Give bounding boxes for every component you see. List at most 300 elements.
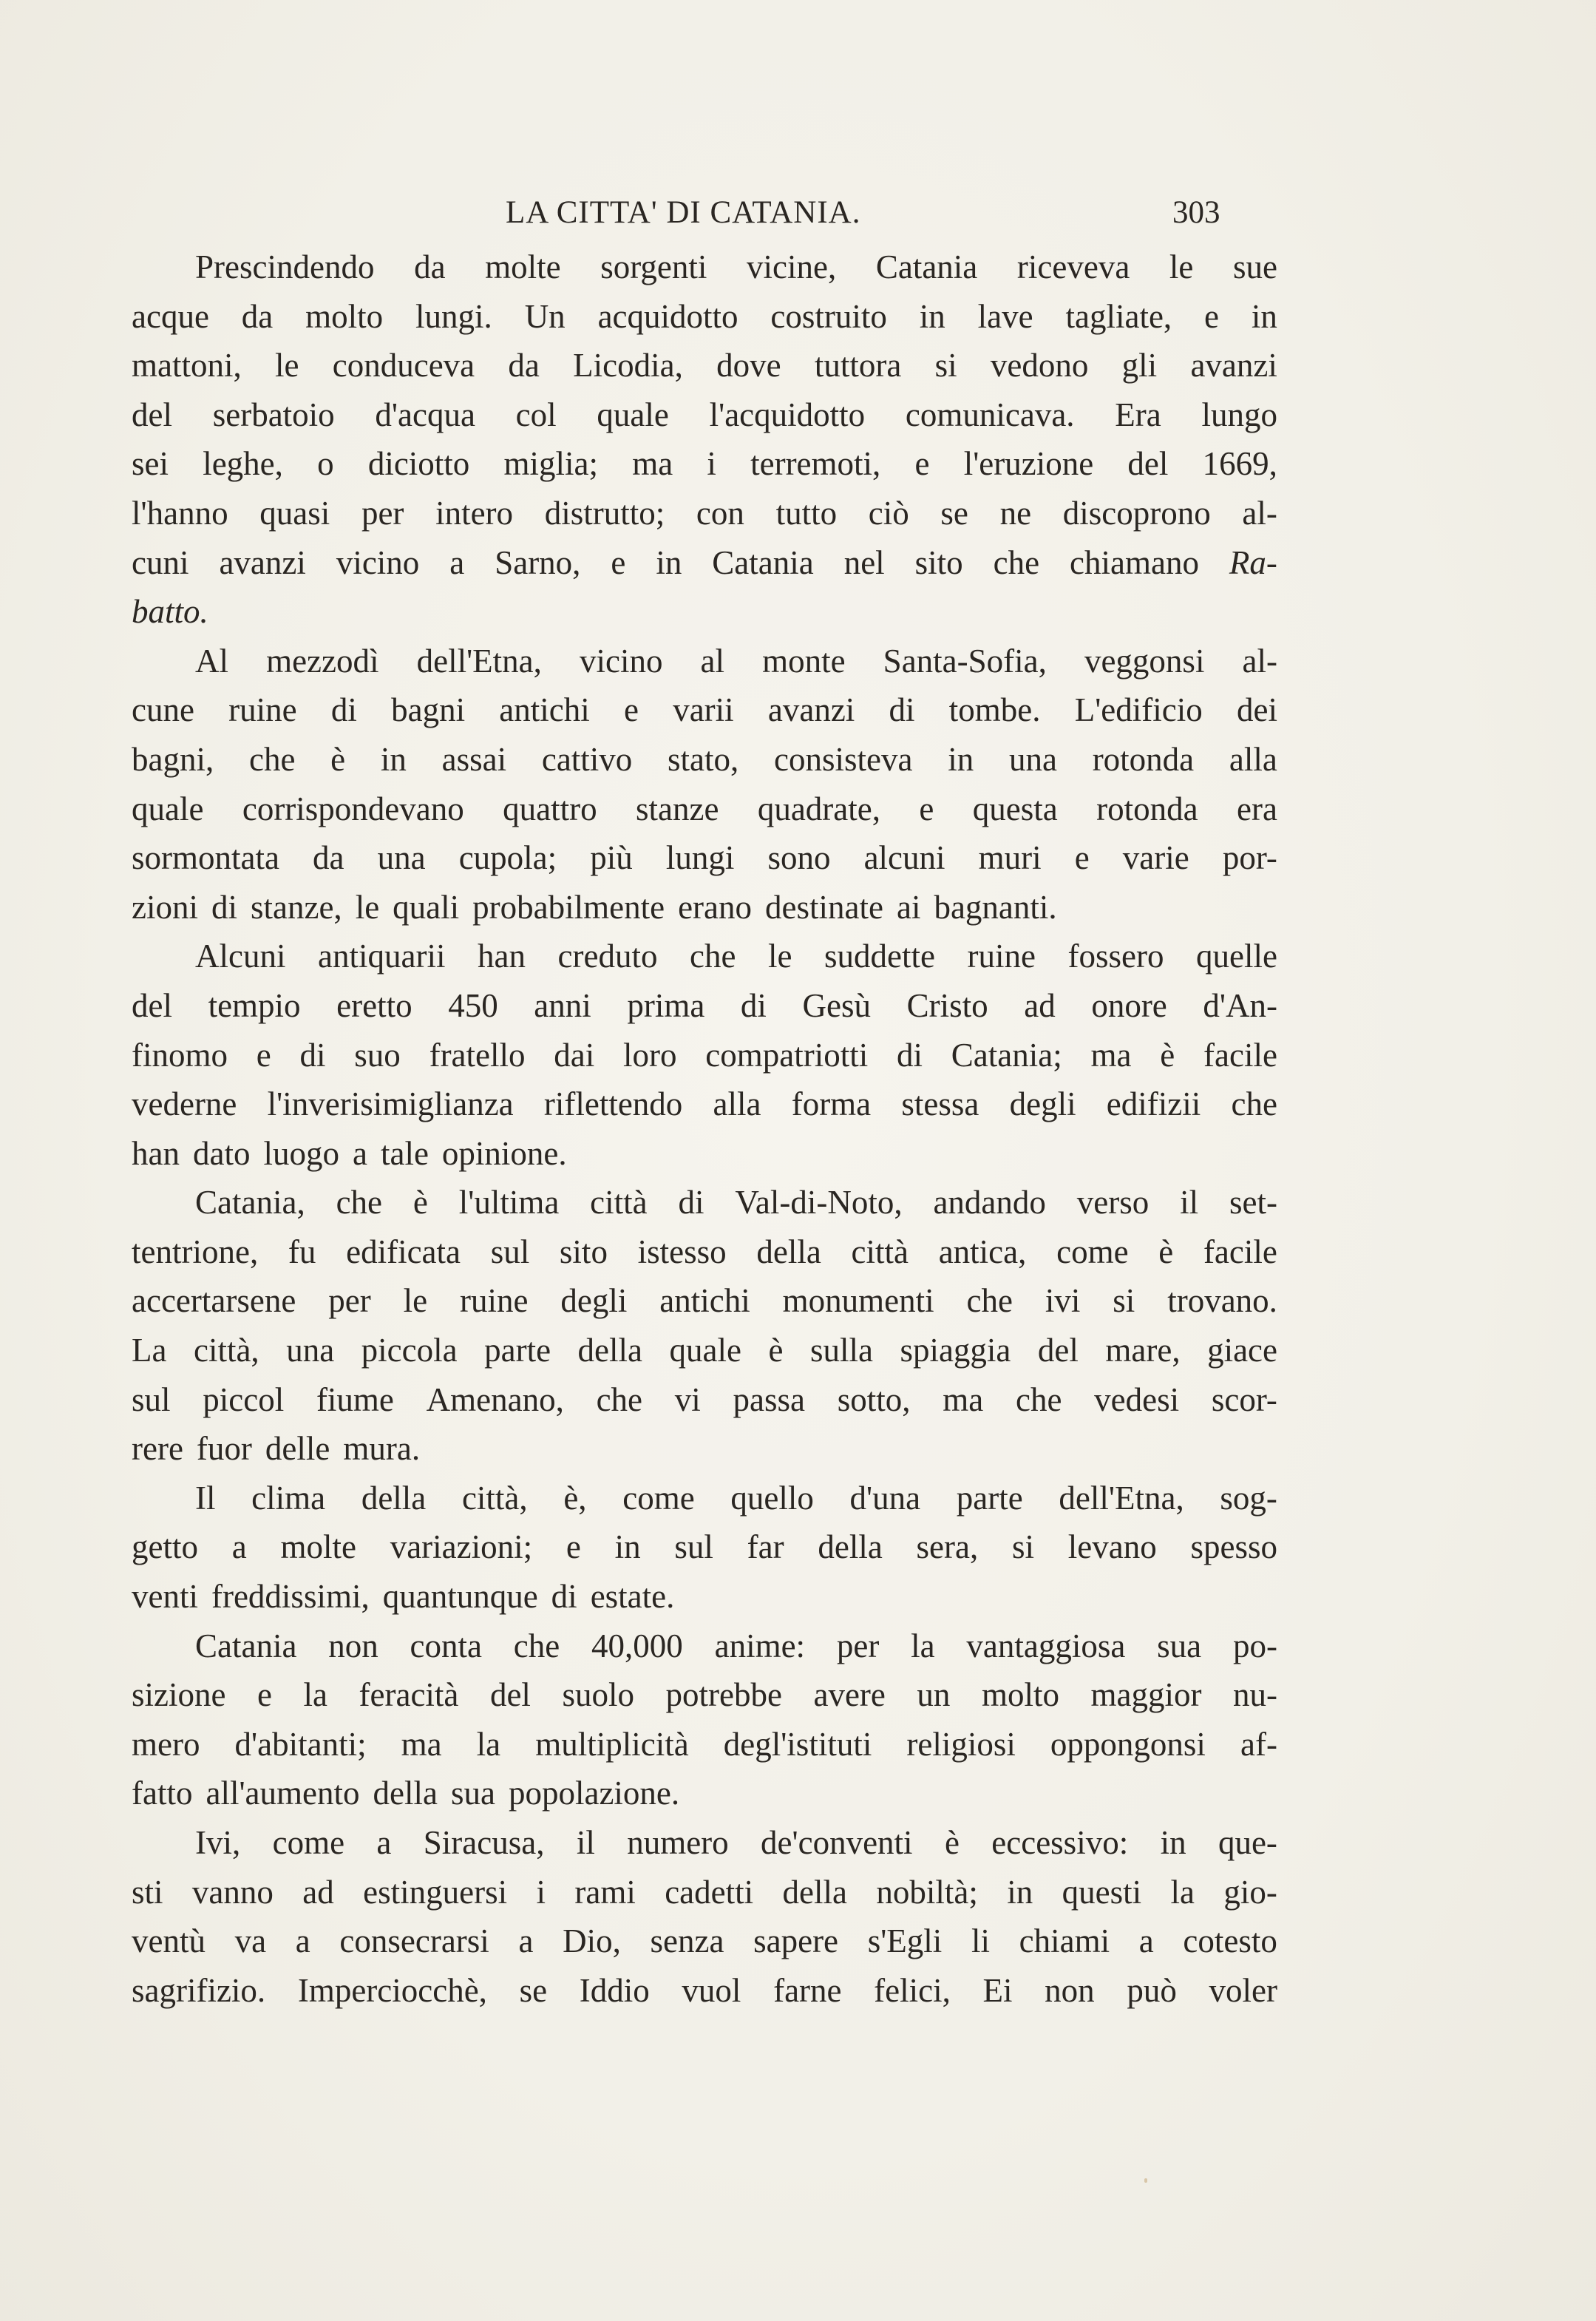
word: a <box>295 1922 310 1960</box>
word: edifizii <box>1106 1085 1201 1123</box>
word: han <box>478 938 526 975</box>
word: compatriotti <box>705 1036 869 1074</box>
word: delle <box>265 1430 330 1468</box>
word: rotonda <box>1096 790 1198 827</box>
word: e <box>914 445 930 483</box>
word: Il <box>195 1479 216 1517</box>
word: stanze, <box>251 888 342 926</box>
word: ivi <box>1045 1282 1081 1320</box>
word: del <box>132 986 172 1024</box>
word: una <box>377 839 426 877</box>
word: antica, <box>938 1233 1027 1270</box>
word: della <box>577 1332 642 1369</box>
word: che <box>1231 1085 1277 1123</box>
text-line <box>132 981 1277 1031</box>
word: terremoti, <box>750 445 881 483</box>
text-line <box>132 341 1277 390</box>
word: corrispondevano <box>242 790 464 827</box>
word: stato, <box>668 740 739 778</box>
word: le <box>355 888 380 926</box>
word: d'acqua <box>375 396 475 433</box>
word: bagni <box>391 691 466 729</box>
word: conduceva <box>332 347 475 384</box>
word: e <box>1204 297 1220 335</box>
text-line <box>132 1031 1277 1080</box>
text-line <box>132 1424 1277 1474</box>
page-number: 303 <box>1172 195 1220 230</box>
word: se <box>940 494 968 532</box>
word: all'aumento <box>206 1775 360 1812</box>
word: di <box>211 888 237 926</box>
word: prima <box>627 986 705 1024</box>
word: che <box>966 1282 1013 1320</box>
text-line <box>132 1868 1277 1917</box>
word: ma <box>1090 1036 1132 1074</box>
word: avanzi <box>219 543 306 581</box>
text-line <box>132 785 1277 834</box>
word: Catania; <box>951 1036 1062 1074</box>
word: mura. <box>343 1430 421 1468</box>
word: e <box>257 1676 272 1714</box>
word: cattivo <box>541 740 633 778</box>
word: ad <box>302 1873 334 1911</box>
word: un <box>917 1676 951 1714</box>
word: tagliate, <box>1065 297 1172 335</box>
word: Ra- <box>1229 543 1277 581</box>
text-line <box>132 1326 1277 1375</box>
word: e <box>1074 839 1090 877</box>
word: fratello <box>429 1036 526 1074</box>
word: maggior <box>1090 1676 1202 1714</box>
word: dei <box>1236 691 1277 729</box>
word: suddette <box>824 938 935 975</box>
word: e <box>919 790 934 827</box>
word: l'acquidotto <box>709 396 866 433</box>
word: con <box>696 494 744 532</box>
word: di <box>740 986 767 1024</box>
word: si <box>934 347 957 384</box>
word: in <box>656 543 682 581</box>
word: suo <box>354 1036 401 1074</box>
word: in <box>1007 1873 1033 1911</box>
word: ma <box>401 1725 442 1763</box>
word: muri <box>978 839 1042 877</box>
word: luogo <box>263 1134 339 1172</box>
word: al- <box>1242 642 1277 680</box>
word: se <box>519 1971 548 2009</box>
body-text <box>132 243 1277 2015</box>
word: ruine <box>228 691 297 729</box>
word: bagnanti. <box>934 888 1057 926</box>
text-line <box>132 489 1277 538</box>
word: ruine <box>967 938 1036 975</box>
word: lungo <box>1201 396 1277 433</box>
word: bagni, <box>132 740 214 778</box>
word: lungi <box>665 839 735 877</box>
word: forma <box>791 1085 872 1123</box>
word: sorgenti <box>600 248 707 285</box>
word: i <box>707 445 716 483</box>
text-line <box>132 1622 1277 1671</box>
word: alcuni <box>863 839 945 877</box>
word: è <box>412 1184 428 1222</box>
word: una <box>286 1332 335 1369</box>
word: avanzi <box>1190 347 1277 384</box>
word: antiquarii <box>318 938 446 975</box>
word: sapere <box>753 1922 839 1960</box>
text-line <box>132 587 1277 637</box>
word: sti <box>132 1873 163 1911</box>
word: estate. <box>590 1578 675 1616</box>
word: Siracusa, <box>423 1824 545 1861</box>
word: varii <box>673 691 734 729</box>
word: da <box>241 297 274 335</box>
word: Al <box>195 642 228 680</box>
text-line <box>132 390 1277 440</box>
word: chiami <box>1019 1922 1110 1960</box>
word: sormontata <box>132 839 279 877</box>
word: 1669, <box>1202 445 1277 483</box>
word: era <box>1236 790 1277 827</box>
text-line <box>132 1129 1277 1179</box>
text-line <box>132 1276 1277 1326</box>
word: varie <box>1122 839 1189 877</box>
word: Catania <box>875 248 978 285</box>
word: mero <box>132 1725 200 1763</box>
word: a <box>352 1134 367 1172</box>
word: la <box>911 1627 935 1664</box>
word: che <box>1015 1380 1062 1418</box>
word: istesso <box>637 1233 727 1270</box>
word: suolo <box>562 1676 634 1714</box>
word: fiume <box>316 1380 394 1418</box>
word: sul <box>490 1233 530 1270</box>
word: quello <box>730 1479 814 1517</box>
word: consisteva <box>774 740 913 778</box>
word: come <box>1056 1233 1129 1270</box>
word: si <box>1113 1282 1135 1320</box>
word: del <box>132 396 172 433</box>
word: e <box>566 1528 581 1566</box>
word: degl'istituti <box>723 1725 872 1763</box>
word: stessa <box>901 1085 979 1123</box>
word: facile <box>1203 1233 1277 1270</box>
word: zioni <box>132 888 198 926</box>
word: religiosi <box>906 1725 1016 1763</box>
word: senza <box>650 1922 724 1960</box>
word: è <box>1160 1036 1175 1074</box>
word: andando <box>933 1184 1046 1222</box>
word: Val-di-Noto, <box>735 1184 903 1222</box>
word: tuttora <box>814 347 902 384</box>
word: cupola; <box>458 839 557 877</box>
word: gio- <box>1223 1873 1277 1911</box>
word: lungi. <box>415 297 492 335</box>
word: Catania <box>712 543 814 581</box>
word: facile <box>1203 1036 1277 1074</box>
text-line <box>132 1178 1277 1227</box>
word: levano <box>1067 1528 1157 1566</box>
word: lave <box>977 297 1033 335</box>
word: sito <box>914 543 963 581</box>
word: 450 <box>448 986 498 1024</box>
word: intero <box>435 494 514 532</box>
word: al <box>700 642 725 680</box>
word: molto <box>305 297 384 335</box>
word: tentrione, <box>132 1233 259 1270</box>
word: por- <box>1222 839 1277 877</box>
word: che <box>513 1627 560 1664</box>
word: sue <box>1233 248 1277 285</box>
word: ma <box>632 445 673 483</box>
word: opinione. <box>441 1134 567 1172</box>
word: han <box>132 1134 180 1172</box>
word: Cristo <box>906 986 988 1024</box>
word: feracità <box>359 1676 459 1714</box>
word: erano <box>678 888 753 926</box>
word: col <box>515 396 557 433</box>
word: Santa-Sofia, <box>883 642 1047 680</box>
word: miglia; <box>503 445 598 483</box>
word: della <box>373 1775 438 1812</box>
word: onore <box>1091 986 1167 1024</box>
word: piccola <box>361 1332 458 1369</box>
word: più <box>590 839 633 877</box>
word: potrebbe <box>665 1676 782 1714</box>
word: quale <box>132 790 204 827</box>
text-line <box>132 538 1277 588</box>
word: è <box>944 1824 960 1861</box>
word: non <box>328 1627 378 1664</box>
word: per <box>361 494 404 532</box>
word: o <box>317 445 334 483</box>
word: che <box>248 740 296 778</box>
text-line <box>132 833 1277 883</box>
word: come <box>622 1479 695 1517</box>
word: ciò <box>868 494 909 532</box>
word: quale <box>669 1332 741 1369</box>
word: que- <box>1218 1824 1277 1861</box>
word: Dio, <box>563 1922 621 1960</box>
word: af- <box>1240 1725 1277 1763</box>
word: edificata <box>346 1233 461 1270</box>
word: quelle <box>1195 938 1277 975</box>
word: avanzi <box>767 691 855 729</box>
word: mezzodì <box>266 642 379 680</box>
word: sua <box>450 1775 495 1812</box>
word: variazioni; <box>390 1528 533 1566</box>
word: nel <box>843 543 885 581</box>
word: ne <box>999 494 1032 532</box>
word: quattro <box>503 790 597 827</box>
word: in <box>948 740 974 778</box>
running-title: LA CITTA' DI CATANIA. <box>506 195 861 230</box>
text-line <box>132 1572 1277 1622</box>
word: del <box>1127 445 1169 483</box>
word: di <box>897 1036 923 1074</box>
word: sizione <box>132 1676 226 1714</box>
word: quantunque <box>382 1578 538 1616</box>
word: rere <box>132 1430 183 1468</box>
text-line <box>132 1966 1277 2016</box>
word: tutto <box>775 494 838 532</box>
word: si <box>1012 1528 1035 1566</box>
word: vedesi <box>1094 1380 1180 1418</box>
word: monte <box>762 642 846 680</box>
word: vicine, <box>747 248 837 285</box>
word: le <box>767 938 792 975</box>
text-line <box>132 1720 1277 1769</box>
word: questi <box>1062 1873 1142 1911</box>
word: estinguersi <box>363 1873 508 1911</box>
word: leghe, <box>203 445 283 483</box>
word: città, <box>193 1332 259 1369</box>
word: a <box>518 1922 534 1960</box>
word: di <box>551 1578 577 1616</box>
word: serbatoio <box>212 396 335 433</box>
word: della <box>756 1233 821 1270</box>
text-line <box>132 932 1277 981</box>
word: Ivi, <box>195 1824 241 1861</box>
word: felici, <box>874 1971 951 2009</box>
word: giace <box>1207 1332 1277 1369</box>
word: monumenti <box>782 1282 934 1320</box>
word: a <box>1138 1922 1154 1960</box>
word: di <box>678 1184 704 1222</box>
word: fatto <box>132 1775 193 1812</box>
word: far <box>747 1528 784 1566</box>
text-line <box>132 1670 1277 1720</box>
word: venti <box>132 1578 198 1616</box>
word: l'ultima <box>458 1184 560 1222</box>
word: d'An- <box>1203 986 1277 1024</box>
word: vederne <box>132 1085 237 1123</box>
word: l'eruzione <box>963 445 1094 483</box>
word: è, <box>563 1479 587 1517</box>
word: clima <box>251 1479 326 1517</box>
word: farne <box>773 1971 842 2009</box>
word: oppongonsi <box>1050 1725 1206 1763</box>
word: quasi <box>259 494 330 532</box>
word: d'una <box>849 1479 921 1517</box>
word: batto. <box>132 593 208 631</box>
word: le <box>275 347 299 384</box>
text-line <box>132 1818 1277 1868</box>
word: popolazione. <box>508 1775 680 1812</box>
text-line <box>132 243 1277 292</box>
text-line <box>132 883 1277 932</box>
word: in <box>919 297 945 335</box>
word: di <box>299 1036 326 1074</box>
word: eccessivo: <box>991 1824 1129 1861</box>
word: sog- <box>1220 1479 1277 1517</box>
word: e <box>611 543 626 581</box>
word: ad <box>1024 986 1056 1024</box>
word: tempio <box>208 986 301 1024</box>
word: del <box>1037 1332 1079 1369</box>
word: ruine <box>459 1282 529 1320</box>
word: può <box>1127 1971 1177 2009</box>
word: le <box>1169 248 1194 285</box>
word: città, <box>461 1479 528 1517</box>
word: mattoni, <box>132 347 242 384</box>
word: molte <box>280 1528 356 1566</box>
word: set- <box>1229 1184 1277 1222</box>
word: Amenano, <box>426 1380 564 1418</box>
word: Alcuni <box>195 938 286 975</box>
word: Licodia, <box>573 347 683 384</box>
word: anime: <box>714 1627 806 1664</box>
word: discoprono <box>1062 494 1211 532</box>
word: accertarsene <box>132 1282 296 1320</box>
word: città <box>851 1233 909 1270</box>
word: che <box>689 938 736 975</box>
word: creduto <box>557 938 658 975</box>
word: alla <box>713 1085 761 1123</box>
word: probabilmente <box>472 888 665 926</box>
word: molto <box>981 1676 1059 1714</box>
word: a <box>231 1528 247 1566</box>
word: consecrarsi <box>339 1922 489 1960</box>
word: quali <box>393 888 460 926</box>
word: gli <box>1121 347 1158 384</box>
word: sul <box>132 1380 171 1418</box>
word: per <box>836 1627 880 1664</box>
word: una <box>1008 740 1057 778</box>
word: quadrate, <box>757 790 880 827</box>
word: finomo <box>132 1036 228 1074</box>
word: alla <box>1229 740 1277 778</box>
text-line <box>132 1474 1277 1523</box>
word: Sarno, <box>495 543 581 581</box>
word: Catania <box>195 1627 297 1664</box>
word: è <box>330 740 346 778</box>
word: riflettendo <box>543 1085 683 1123</box>
word: fu <box>288 1233 316 1270</box>
word: stanze <box>636 790 719 827</box>
word: non <box>1045 1971 1095 2009</box>
word: al- <box>1242 494 1277 532</box>
word: passa <box>733 1380 805 1418</box>
word: i <box>536 1873 546 1911</box>
paper-speck <box>1144 2178 1147 2183</box>
word: che <box>336 1184 383 1222</box>
word: da <box>414 248 446 285</box>
word: dato <box>192 1134 251 1172</box>
word: costruito <box>770 297 887 335</box>
word: voler <box>1209 1971 1277 2009</box>
word: verso <box>1076 1184 1150 1222</box>
word: sua <box>1157 1627 1202 1664</box>
word: rotonda <box>1092 740 1195 778</box>
word: diciotto <box>367 445 470 483</box>
word: in <box>380 740 407 778</box>
word: come <box>272 1824 345 1861</box>
word: distrutto; <box>544 494 665 532</box>
word: ma <box>943 1380 984 1418</box>
text-line <box>132 1375 1277 1425</box>
word: cune <box>132 691 194 729</box>
text-line <box>132 1769 1277 1818</box>
word: Prescindendo <box>195 248 375 285</box>
text-line <box>132 735 1277 785</box>
text-line <box>132 1080 1277 1129</box>
word: del <box>489 1676 531 1714</box>
word: e <box>256 1036 271 1074</box>
word: vanno <box>191 1873 274 1911</box>
word: conta <box>410 1627 482 1664</box>
word: multiplicità <box>535 1725 689 1763</box>
